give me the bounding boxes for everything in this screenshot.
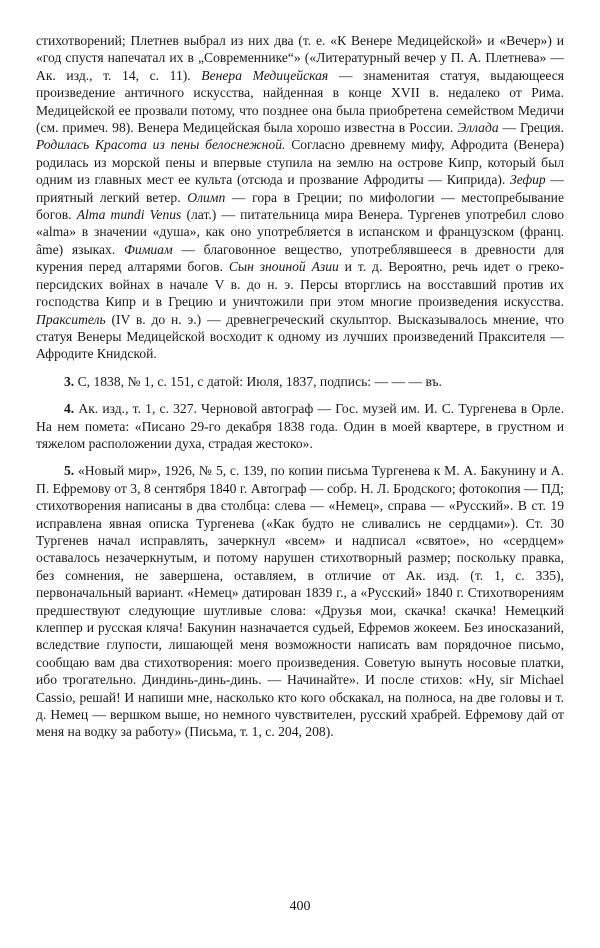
text-run: — Греция. (498, 120, 564, 136)
paragraph-gap (36, 452, 564, 462)
text-run: — гора в Греции; по мифологии — местопребывание богов. (36, 189, 564, 223)
italic-term: Alma mundi Venus (76, 207, 182, 223)
italic-term: Пракситель (36, 311, 106, 327)
note-number: 3. (64, 373, 75, 389)
text-run: и т. д. Вероятно, речь идет о греко-персидских войнах в начале V в. до н. э. Персы вторглись на восставший против их господства Кипр и в Грецию и уничтожили при этом многие произведения искусства. (36, 259, 564, 310)
text-run: С, 1838, № 1, с. 151, с датой: Июля, 1837, подпись: — — — въ. (74, 373, 442, 389)
text-run: стихотворений; Плетнев выбрал из них два (т. е. «К Венере Медицейской» и «Вечер») и «год спустя напечатал их в „Современнике“» («Литературный вечер у П. А. Плетнева» — Ак. изд., т. 14, с. 11). (36, 33, 564, 83)
paragraph-gap (36, 390, 564, 400)
text-run: (лат.) — питательница мира Венера. Тургенев употребил слово «alma» в значении «душа», как оно употребляется в испанском и французском (франц. âme) языках. (36, 207, 564, 257)
italic-term: Венера Медицейская (201, 67, 329, 83)
italic-term: Сын зноиной Азии (228, 259, 339, 275)
italic-term: Зефир (510, 172, 546, 188)
italic-term: Олимп (187, 189, 226, 205)
text-run: (IV в. до н. э.) — древнегреческий скульптор. Высказывалось мнение, что статуя Венеры Медицейской восходит к одному из лучших произведений Праксителя — Афродите Книдской. (36, 311, 564, 362)
note-number: 4. (64, 401, 75, 417)
italic-term: Фимиам (123, 241, 173, 257)
text-run: Согласно древнему мифу, Афродита (Венера) родилась из морской пены и впервые ступила на землю на острове Кипр, который был одним из главных мест ее культа (отсюда и прозвание Афродиты — Киприда). (36, 137, 564, 188)
note-5 (36, 462, 564, 741)
commentary-text (36, 32, 564, 741)
note-number: 5. (64, 463, 75, 479)
text-run: Ак. изд., т. 1, с. 327. Черновой автограф — Гос. музей им. И. С. Тургенева в Орле. На нем помета: «Писано 29-го декабря 1838 года. Один в моей квартере, в грустном и тяжелом расположении духа, страдая жестоко». (36, 401, 564, 451)
text-run: — знаменитая статуя, выдающееся произведение античного искусства, найденная в конце XVII в. недалеко от Рима. Медицейской ее прозвали потому, что позднее она была приобретена семейством Медичи (см. примеч. 98). Венера Медицейская была хорошо известна в России. (36, 67, 565, 136)
text-run: — благовонное вещество, употреблявшееся в древности для курения перед алтарями богов. (36, 241, 564, 275)
note-3 (36, 373, 564, 390)
text-run: — приятный легкий ветер. (36, 172, 564, 205)
text-run: «Новый мир», 1926, № 5, с. 139, по копии письма Тургенева к М. А. Бакунину и А. П. Ефремову от 3, 8 сентября 1840 г. Автограф — собр. Н. Л. Бродского; фотокопия — ПД; стихотворения написаны в два столбца: слева — «Немец», справа — «Русский». В ст. 19 исправлена явная описка Тургенева («Как будто не сливались не сердцами»). Ст. 30 Тургенев начал исправлять, зачеркнул «всем» и надписал «святое», но «сердцем» оставалось незачеркнутым, и потому нарушен стихотворный размер; поскольку правка, без сомнения, не завершена, оставляем, в отличие от Ак. изд. (т. 1, с. 335), первоначальный вариант. «Немец» датирован 1839 г., а «Русский» 1840 г. Стихотворениям предшествуют следующие шутливые слова: «Друзья мои, скачка! скачка! Немецкий клеппер и русская кляча! Бакунин назначается судьей, Ефремов жокеем. Без иносказаний, вследствие глупости, лишающей меня возможности написать вам порядочное письмо, сообщаю вам два стихотворения: моего произведения. Советую вынуть носовые платки, ибо трогательно. Диндинь-динь-динь. — Начинайте». И после стихов: «Ну, sir Michael Cassio, решай! И напиши мне, насколько кто кого обскакал, на полноса, на две головы и т. д. Немец — вершком выше, но немного чувствителен, русский храбрей. Ефремову дай от меня на водку за работу» (Письма, т. 1, с. 204, 208). (36, 463, 564, 740)
italic-term: Родилась Красота из пены белоснежной. (36, 137, 286, 153)
note-4 (36, 400, 564, 452)
italic-term: Эллада (457, 120, 499, 136)
paragraph-gap (36, 363, 564, 373)
page-number: 400 (289, 899, 311, 914)
paragraph-continuation (36, 32, 564, 363)
